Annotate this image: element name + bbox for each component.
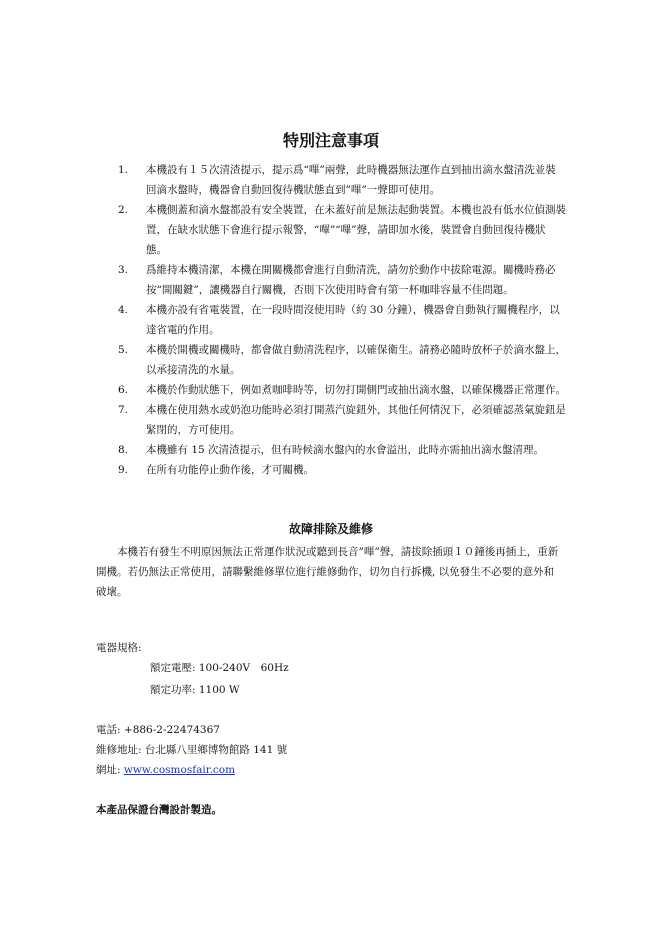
website-line: [96, 760, 235, 780]
specs-label: 電器規格:: [96, 642, 142, 654]
list-item-text: 爲維持本機清潔，本機在開關機都會進行自動清洗，請勿於動作中拔除電源。關機時務必按“開關鍵”，讓機器自行關機，否則下次使用時會有第一杯咖啡容量不佳問題。: [146, 264, 556, 296]
phone-label: 電話:: [96, 724, 124, 736]
list-item: [118, 380, 566, 400]
list-item: [118, 400, 566, 440]
list-item-number: 2.: [118, 204, 129, 216]
list-item: [118, 460, 566, 480]
list-item-number: 6.: [118, 384, 129, 396]
list-item-text: 本機於作動狀態下，例如煮咖啡時等，切勿打開側門或抽出滴水盤，以確保機器正常運作。: [146, 384, 566, 396]
made-in-taiwan-statement: 本產品保證台灣設計製造。: [96, 804, 222, 816]
list-item: [118, 160, 566, 200]
troubleshooting-paragraph: 本機若有發生不明原因無法正常運作狀況或聽到長音”嗶”聲，請拔除插頭１０鐘後再插上，重新開機。若仍無法正常使用，請聯繫維修單位進行維修動作，切勿自行拆機, 以免發生不必要的意外和破壞。: [96, 546, 559, 598]
phone-line: [96, 720, 220, 740]
list-item-text: 本機在使用熱水或奶泡功能時必須打開蒸汽旋鈕外，其他任何情況下，必須確認蒸氣旋鈕是緊閉的，方可使用。: [146, 404, 566, 436]
list-item-number: 4.: [118, 304, 129, 316]
rated-voltage: 額定電壓: 100-240V 60Hz: [150, 662, 289, 674]
troubleshooting-heading: 故障排除及維修: [288, 522, 373, 536]
phone-number: +886-2-22474367: [123, 724, 220, 736]
website-label: 網址:: [96, 764, 124, 776]
list-item-text: 本機側蓋和滴水盤都設有安全裝置，在未蓋好前是無法起動裝置。本機也設有低水位偵測裝置，在缺水狀態下會進行提示報警，“嗶”“嗶”聲，請即加水後，裝置會自動回復待機狀態。: [146, 204, 566, 256]
list-item-number: 9.: [118, 464, 129, 476]
list-item-number: 8.: [118, 444, 129, 456]
list-item-text: 在所有功能停止動作後，才可關機。: [146, 464, 314, 476]
list-item-number: 3.: [118, 264, 129, 276]
list-item-number: 7.: [118, 404, 129, 416]
list-item-text: 本機亦設有省電裝置，在一段時間沒使用時（約 30 分鐘），機器會自動執行關機程序，以達省電的作用。: [146, 304, 560, 336]
list-item: [118, 340, 566, 380]
service-address: 維修地址: 台北縣八里鄉博物館路 141 號: [96, 744, 288, 756]
notice-list: [118, 160, 566, 480]
list-item-text: 本機於開機或關機時，都會做自動清洗程序，以確保衛生。請務必隨時放杯子於滴水盤上，以承接清洗的水量。: [146, 344, 566, 376]
website-link[interactable]: www.cosmosfair.com: [123, 764, 236, 776]
list-item-number: 1.: [118, 164, 129, 176]
list-item: [118, 440, 566, 460]
list-item-number: 5.: [118, 344, 129, 356]
page-title: 特別注意事項: [282, 131, 379, 150]
list-item-text: 本機設有１５次清渣提示，提示爲“嗶”兩聲，此時機器無法運作直到抽出滴水盤清洗並裝回滴水盤時，機器會自動回復待機狀態直到”嗶”一聲即可使用。: [146, 164, 556, 196]
list-item: [118, 200, 566, 260]
list-item-text: 本機雖有 15 次清渣提示，但有時候滴水盤內的水會溢出，此時亦需抽出滴水盤清理。: [146, 444, 545, 456]
list-item: [118, 260, 566, 300]
rated-power: 額定功率: 1100 W: [150, 684, 240, 696]
list-item: [118, 300, 566, 340]
